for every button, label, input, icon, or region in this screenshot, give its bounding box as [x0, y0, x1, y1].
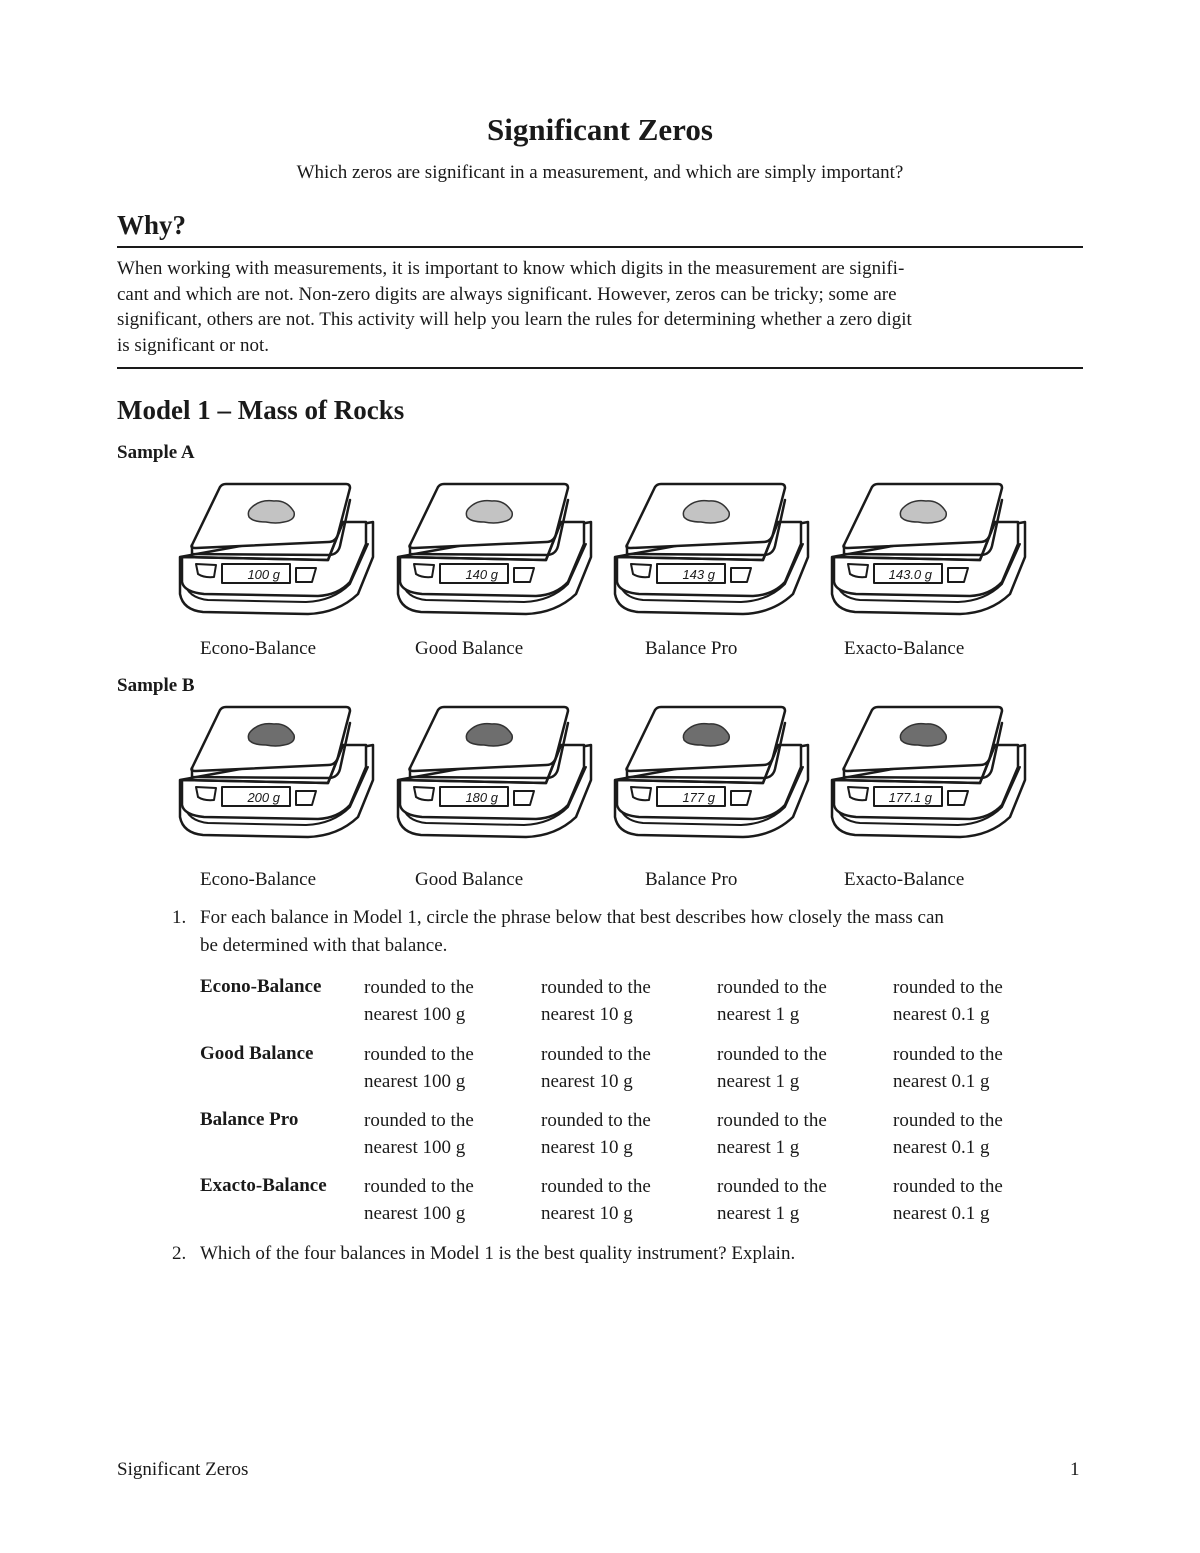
rounding-option[interactable] — [364, 1107, 474, 1161]
rounding-option-line: nearest 100 g — [364, 1203, 466, 1224]
rounding-option-line: nearest 1 g — [717, 1203, 800, 1224]
rounding-option-line: nearest 10 g — [541, 1203, 633, 1224]
page-number: 1 — [1070, 1459, 1080, 1480]
question-1-line: be determined with that balance. — [200, 935, 448, 956]
rounding-option-line: rounded to the — [893, 1110, 1003, 1131]
balance-exacto-b — [830, 705, 1030, 840]
rounding-option-line: nearest 10 g — [541, 1004, 633, 1025]
rounding-option[interactable] — [541, 1107, 651, 1161]
rounding-option-line: rounded to the — [364, 1110, 474, 1131]
balance-pro-a — [613, 482, 813, 617]
rounding-option-line: nearest 100 g — [364, 1137, 466, 1158]
rounding-option-line: rounded to the — [893, 1044, 1003, 1065]
balance-display-reading: 180 g — [465, 790, 498, 805]
balance-name-pro: Balance Pro — [645, 638, 738, 659]
rounding-option-line: rounded to the — [717, 1176, 827, 1197]
question-1-number: 1. — [172, 907, 187, 928]
balance-display-reading: 143 g — [682, 567, 715, 582]
balance-name-pro: Balance Pro — [645, 869, 738, 890]
why-bottom-rule — [117, 367, 1083, 369]
sample-b-label: Sample B — [117, 675, 195, 696]
balance-name-exacto: Exacto-Balance — [844, 869, 965, 890]
page-subtitle: Which zeros are significant in a measurement, and which are simply important? — [296, 162, 904, 183]
question-1-text — [200, 904, 1090, 960]
why-line: cant and which are not. Non-zero digits are always significant. However, zeros can be tricky; some are — [117, 283, 897, 305]
model-title: Model 1 – Mass of Rocks — [117, 395, 405, 425]
why-line: is significant or not. — [117, 334, 269, 356]
rounding-option-line: nearest 1 g — [717, 1071, 800, 1092]
rounding-option-line: rounded to the — [541, 977, 651, 998]
why-paragraph — [117, 256, 1083, 358]
balance-econo-a — [178, 482, 378, 617]
option-row-label: Econo-Balance — [200, 976, 322, 997]
option-row-label: Balance Pro — [200, 1109, 299, 1130]
balance-good-b — [396, 705, 596, 840]
rounding-option-line: rounded to the — [364, 1044, 474, 1065]
rounding-option[interactable] — [893, 1173, 1003, 1227]
question-2-number: 2. — [172, 1243, 187, 1264]
rounding-option-line: nearest 100 g — [364, 1004, 466, 1025]
option-row-label: Exacto-Balance — [200, 1175, 327, 1196]
balance-econo-b — [178, 705, 378, 840]
rounding-option-line: nearest 0.1 g — [893, 1071, 990, 1092]
why-heading: Why? — [117, 210, 187, 240]
balance-display-reading: 177 g — [682, 790, 715, 805]
sample-a-label: Sample A — [117, 442, 195, 463]
rounding-option-line: nearest 10 g — [541, 1071, 633, 1092]
balance-good-a — [396, 482, 596, 617]
balance-name-good: Good Balance — [415, 869, 524, 890]
rounding-option[interactable] — [717, 974, 827, 1028]
balance-display-reading: 143.0 g — [888, 567, 932, 582]
rounding-option[interactable] — [364, 974, 474, 1028]
balance-display-reading: 140 g — [465, 567, 498, 582]
rounding-option[interactable] — [541, 974, 651, 1028]
footer-title: Significant Zeros — [117, 1459, 249, 1480]
rounding-option-line: rounded to the — [541, 1110, 651, 1131]
rounding-option-line: nearest 1 g — [717, 1137, 800, 1158]
rounding-option[interactable] — [364, 1173, 474, 1227]
rounding-option[interactable] — [717, 1107, 827, 1161]
question-2-text: Which of the four balances in Model 1 is the best quality instrument? Explain. — [200, 1243, 796, 1264]
rounding-option-line: nearest 0.1 g — [893, 1203, 990, 1224]
rounding-option-line: nearest 0.1 g — [893, 1004, 990, 1025]
rounding-option[interactable] — [541, 1041, 651, 1095]
rounding-option[interactable] — [717, 1173, 827, 1227]
balance-display-reading: 100 g — [247, 567, 280, 582]
why-line: significant, others are not. This activity will help you learn the rules for determining whether a zero digit — [117, 309, 912, 330]
rounding-option-line: nearest 100 g — [364, 1071, 466, 1092]
rounding-option-line: rounded to the — [364, 977, 474, 998]
page-title: Significant Zeros — [487, 112, 713, 147]
question-1-line: For each balance in Model 1, circle the phrase below that best describes how closely the mass can — [200, 907, 944, 928]
rounding-option-line: nearest 10 g — [541, 1137, 633, 1158]
rounding-option-line: nearest 0.1 g — [893, 1137, 990, 1158]
why-top-rule — [117, 246, 1083, 248]
rounding-option-line: rounded to the — [541, 1176, 651, 1197]
rounding-option-line: nearest 1 g — [717, 1004, 800, 1025]
balance-name-good: Good Balance — [415, 638, 524, 659]
option-row-label: Good Balance — [200, 1043, 314, 1064]
balance-name-econo: Econo-Balance — [200, 638, 317, 659]
rounding-option-line: rounded to the — [541, 1044, 651, 1065]
rounding-option-line: rounded to the — [364, 1176, 474, 1197]
why-line: When working with measurements, it is important to know which digits in the measurement are signifi- — [117, 258, 905, 279]
rounding-option[interactable] — [541, 1173, 651, 1227]
rounding-option[interactable] — [364, 1041, 474, 1095]
rounding-option-line: rounded to the — [717, 1110, 827, 1131]
rounding-option-line: rounded to the — [893, 977, 1003, 998]
rounding-option-line: rounded to the — [717, 977, 827, 998]
rounding-option[interactable] — [893, 1107, 1003, 1161]
balance-name-exacto: Exacto-Balance — [844, 638, 965, 659]
balance-exacto-a — [830, 482, 1030, 617]
rounding-option[interactable] — [893, 1041, 1003, 1095]
balance-display-reading: 177.1 g — [888, 790, 932, 805]
balance-pro-b — [613, 705, 813, 840]
balance-name-econo: Econo-Balance — [200, 869, 317, 890]
rounding-option[interactable] — [717, 1041, 827, 1095]
rounding-option-line: rounded to the — [717, 1044, 827, 1065]
rounding-option[interactable] — [893, 974, 1003, 1028]
rounding-option-line: rounded to the — [893, 1176, 1003, 1197]
balance-display-reading: 200 g — [247, 790, 280, 805]
